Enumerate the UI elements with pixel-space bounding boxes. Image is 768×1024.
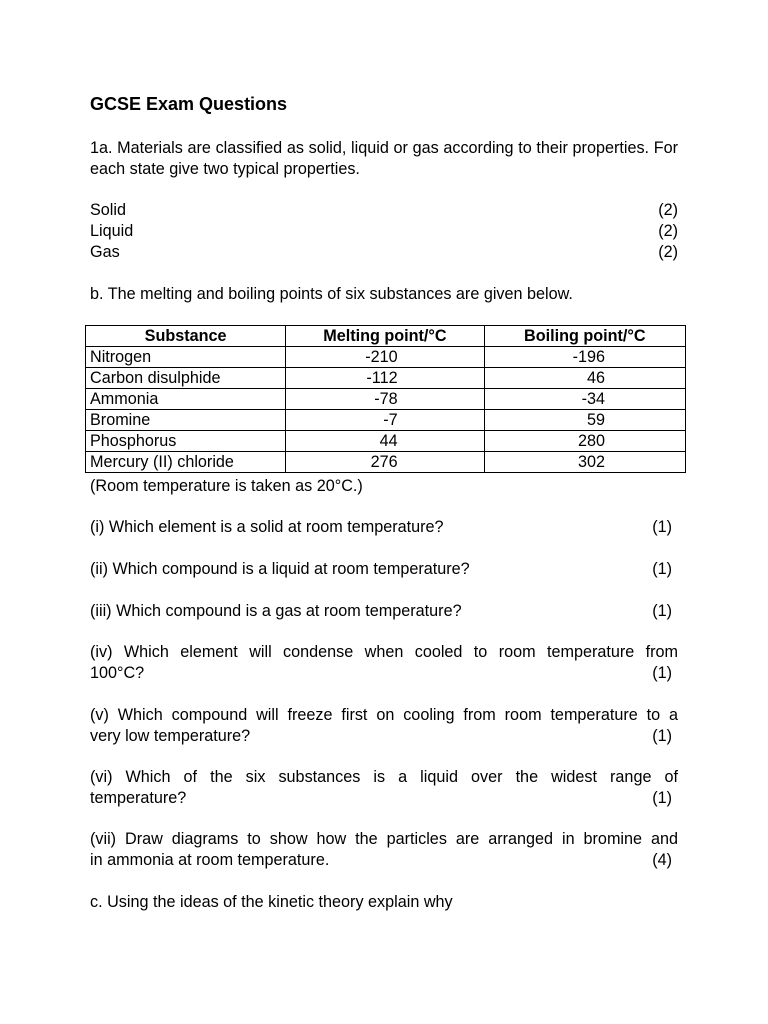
question-1a-text: 1a. Materials are classified as solid, liquid or gas according to their properties. For each state give two typical properties.	[90, 139, 678, 178]
mark: (1)	[652, 602, 672, 620]
table-row	[86, 389, 686, 410]
question-text-line1: (iv) Which element will condense when cooled to room temperature from	[90, 643, 678, 661]
substance-cell: Bromine	[86, 410, 286, 431]
table-row	[86, 410, 686, 431]
melting-point-cell: -112	[286, 368, 484, 389]
question-text: (ii) Which compound is a liquid at room temperature?	[90, 560, 470, 578]
question-text-line2: temperature?	[90, 789, 187, 807]
state-label: Liquid	[90, 222, 134, 240]
boiling-point-cell: 302	[484, 452, 685, 473]
mark: (1)	[652, 560, 672, 578]
question-v	[90, 705, 678, 747]
state-item-liquid	[90, 221, 678, 242]
substance-cell: Carbon disulphide	[86, 368, 286, 389]
column-header-substance: Substance	[86, 326, 286, 347]
boiling-point-cell: 280	[484, 431, 685, 452]
question-text: (i) Which element is a solid at room temperature?	[90, 518, 444, 536]
substance-cell: Mercury (II) chloride	[86, 452, 286, 473]
state-label: Solid	[90, 201, 126, 219]
table-row	[86, 368, 686, 389]
melting-point-cell: -7	[286, 410, 484, 431]
question-1c-text: c. Using the ideas of the kinetic theory explain why	[90, 893, 453, 911]
substances-table	[85, 325, 686, 473]
question-vii	[90, 829, 678, 871]
question-text: (iii) Which compound is a gas at room temperature?	[90, 602, 462, 620]
melting-point-cell: -78	[286, 389, 484, 410]
state-label: Gas	[90, 243, 120, 261]
page-title: GCSE Exam Questions	[90, 94, 288, 114]
question-iii	[90, 601, 678, 622]
substance-cell: Nitrogen	[86, 347, 286, 368]
mark: (1)	[652, 518, 672, 536]
mark: (2)	[658, 222, 678, 240]
substance-cell: Phosphorus	[86, 431, 286, 452]
state-list	[90, 200, 678, 263]
table-row	[86, 452, 686, 473]
melting-point-cell: 44	[286, 431, 484, 452]
question-vi	[90, 767, 678, 809]
mark: (2)	[658, 243, 678, 261]
table-header-row	[86, 326, 686, 347]
melting-point-cell: -210	[286, 347, 484, 368]
question-iv	[90, 642, 678, 684]
table-row	[86, 347, 686, 368]
melting-point-cell: 276	[286, 452, 484, 473]
question-ii	[90, 559, 678, 580]
table-row	[86, 431, 686, 452]
room-temperature-note: (Room temperature is taken as 20°C.)	[90, 477, 363, 495]
mark: (1)	[652, 789, 672, 807]
state-item-gas	[90, 242, 678, 263]
mark: (2)	[658, 201, 678, 219]
question-text-line2: very low temperature?	[90, 727, 251, 745]
mark: (4)	[652, 851, 672, 869]
boiling-point-cell: -34	[484, 389, 685, 410]
column-header-melting-point: Melting point/°C	[286, 326, 484, 347]
question-i	[90, 517, 678, 538]
mark: (1)	[652, 727, 672, 745]
question-text-line2: 100°C?	[90, 664, 145, 682]
column-header-boiling-point: Boiling point/°C	[484, 326, 685, 347]
boiling-point-cell: 46	[484, 368, 685, 389]
substance-cell: Ammonia	[86, 389, 286, 410]
question-text-line1: (vii) Draw diagrams to show how the particles are arranged in bromine and	[90, 830, 678, 848]
boiling-point-cell: 59	[484, 410, 685, 431]
mark: (1)	[652, 664, 672, 682]
question-1b-intro: b. The melting and boiling points of six substances are given below.	[90, 285, 573, 303]
boiling-point-cell: -196	[484, 347, 685, 368]
question-text-line2: in ammonia at room temperature.	[90, 851, 330, 869]
question-text-line1: (vi) Which of the six substances is a liquid over the widest range of	[90, 768, 678, 786]
question-text-line1: (v) Which compound will freeze first on cooling from room temperature to a	[90, 706, 678, 724]
state-item-solid	[90, 200, 678, 221]
